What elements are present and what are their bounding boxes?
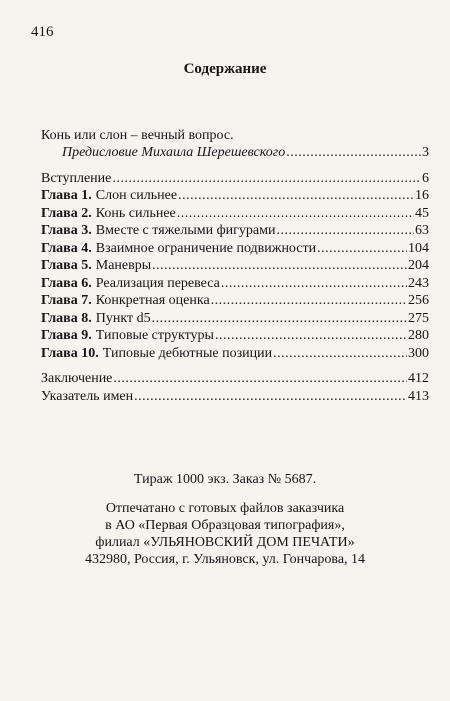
toc-entry-title: Предисловие Михаила Шерешевского: [62, 145, 286, 160]
toc-chapter-number: Глава 10.: [41, 345, 99, 361]
toc-entry-title: Типовые дебютные позиции: [102, 345, 273, 361]
toc-entry-foreword[interactable]: [41, 145, 429, 163]
book-title: Конь или слон – вечный вопрос.: [41, 128, 234, 143]
toc-chapter-number: Глава 3.: [41, 223, 92, 238]
toc-entry[interactable]: [41, 389, 429, 407]
toc-entry-page: 412: [408, 371, 429, 386]
toc-chapter-number: Глава 1.: [41, 188, 92, 203]
toc-leader-dots: [215, 328, 407, 344]
page-number: 416: [31, 24, 54, 40]
toc-entry[interactable]: [41, 188, 429, 206]
toc-chapter-number: Глава 5.: [41, 258, 92, 273]
toc-chapter-number: Глава 8.: [41, 310, 92, 326]
toc-entry-page: 413: [408, 388, 429, 404]
toc-entry[interactable]: [41, 371, 429, 389]
toc-leader-dots: [317, 241, 407, 257]
toc-leader-dots: [221, 276, 407, 292]
toc-entry-title: Конкретная оценка: [95, 293, 210, 308]
toc-chapter-number: Глава 6.: [41, 275, 92, 291]
toc-leader-dots: [113, 371, 407, 387]
toc-chapter-number: Глава 4.: [41, 240, 92, 256]
toc-leader-dots: [152, 258, 407, 274]
toc-entry-page: 45: [415, 205, 429, 221]
toc-leader-dots: [134, 389, 407, 405]
toc-entry-title: Типовые структуры: [95, 328, 214, 343]
toc-entry-title: Маневры: [95, 258, 152, 273]
toc-leader-dots: [211, 293, 407, 309]
toc-entry-title: Пункт d5: [95, 310, 151, 326]
toc-leader-dots: [112, 171, 421, 187]
toc-entry-page: 204: [408, 258, 429, 273]
toc-entry-title: Указатель имен: [41, 388, 134, 404]
toc-entry[interactable]: [41, 293, 429, 311]
toc-entry-title: Взаимное ограничение подвижности: [95, 240, 317, 256]
toc-chapter-number: Глава 2.: [41, 205, 92, 221]
toc-leader-dots: [178, 188, 414, 204]
toc-entry-page: 300: [408, 345, 429, 361]
toc-entry-page: 243: [408, 275, 429, 291]
toc-entry-page: 63: [415, 223, 429, 238]
toc-entry-page: 256: [408, 293, 429, 308]
toc-leader-dots: [177, 206, 414, 222]
toc-entry-page: 16: [415, 188, 429, 203]
imprint: [0, 471, 450, 568]
toc-entry-title: Вместе с тяжелыми фигурами: [95, 223, 276, 238]
toc-entry[interactable]: [41, 206, 429, 224]
toc-entry[interactable]: [41, 346, 429, 364]
toc-entry-title: Вступление: [41, 170, 112, 186]
toc-entry-page: 6: [422, 170, 429, 186]
toc-leader-dots: [286, 145, 421, 161]
printer-line: в АО «Первая Образцовая типография»,: [105, 518, 345, 533]
toc-entry[interactable]: [41, 328, 429, 346]
toc-entry-page: 3: [422, 145, 429, 160]
printer-line: Отпечатано с готовых файлов заказчика: [105, 501, 345, 516]
toc-chapter-number: Глава 7.: [41, 293, 92, 308]
toc-entry-title: Конь сильнее: [95, 205, 176, 221]
printer-line: филиал «УЛЬЯНОВСКИЙ ДОМ ПЕЧАТИ»: [95, 535, 355, 550]
toc-leader-dots: [152, 311, 407, 327]
toc-entry[interactable]: [41, 241, 429, 259]
toc-entry-page: 275: [408, 310, 429, 326]
toc-entry-page: 104: [408, 240, 429, 256]
toc-leader-dots: [276, 223, 414, 239]
toc-entry[interactable]: [41, 311, 429, 329]
circulation-info: Тираж 1000 экз. Заказ № 5687.: [133, 472, 317, 487]
toc-entry-page: 280: [408, 328, 429, 343]
toc-chapter-number: Глава 9.: [41, 328, 92, 343]
toc-entry[interactable]: [41, 276, 429, 294]
toc-entry-title: Слон сильнее: [95, 188, 178, 203]
toc-title: Содержание: [183, 61, 267, 77]
toc-entry[interactable]: [41, 223, 429, 241]
toc-entry[interactable]: [41, 171, 429, 189]
toc-leader-dots: [273, 346, 407, 362]
toc-entry-title: Заключение: [41, 371, 113, 386]
printer-address: 432980, Россия, г. Ульяновск, ул. Гончарова, 14: [84, 552, 366, 567]
table-of-contents: [41, 145, 429, 406]
toc-entry-title: Реализация перевеса: [95, 275, 220, 291]
toc-entry[interactable]: [41, 258, 429, 276]
